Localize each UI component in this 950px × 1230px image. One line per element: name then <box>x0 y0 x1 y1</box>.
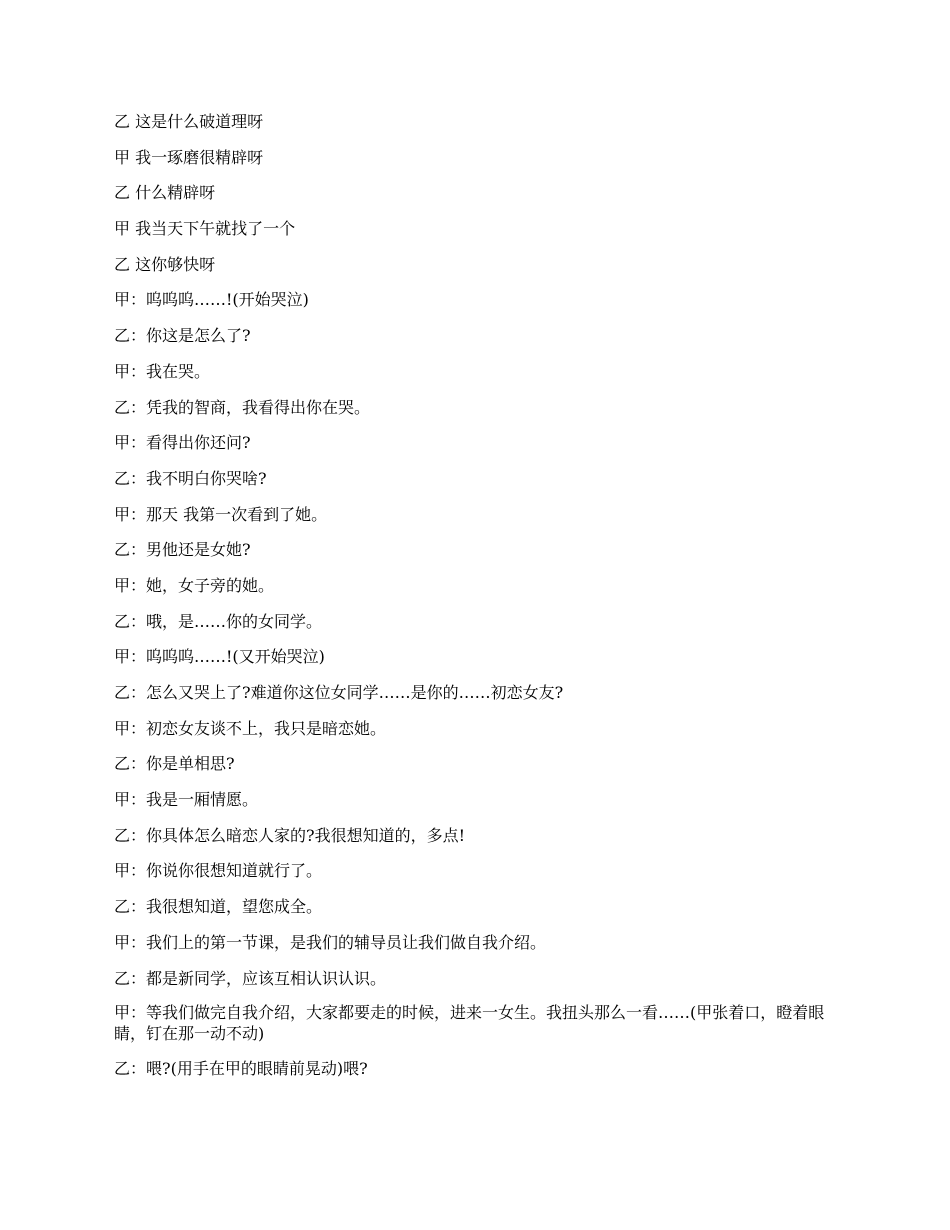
dialogue-line: 甲：初恋女友谈不上，我只是暗恋她。 <box>114 718 387 738</box>
dialogue-line: 甲：看得出你还问? <box>114 433 251 453</box>
dialogue-line: 乙：怎么又哭上了?难道你这位女同学……是你的……初恋女友? <box>114 683 564 702</box>
dialogue-text <box>114 110 840 1093</box>
dialogue-line: 乙：你是单相思? <box>114 754 235 774</box>
dialogue-line: 乙 这是什么破道理呀 <box>114 112 264 131</box>
dialogue-line: 甲：那天 我第一次看到了她。 <box>114 504 328 524</box>
dialogue-line: 乙：我很想知道，望您成全。 <box>114 897 323 917</box>
dialogue-line: 甲：你说你很想知道就行了。 <box>114 861 323 881</box>
dialogue-line: 乙：都是新同学，应该互相认识认识。 <box>114 968 387 988</box>
dialogue-line: 乙：男他还是女她? <box>114 540 251 560</box>
dialogue-line: 甲 我当天下午就找了一个 <box>114 219 296 239</box>
dialogue-line: 乙 什么精辟呀 <box>114 183 216 203</box>
dialogue-line: 甲：呜呜呜……!(开始哭泣) <box>114 290 309 310</box>
dialogue-line: 乙：哦，是……你的女同学。 <box>114 611 323 631</box>
dialogue-line: 乙：我不明白你哭啥? <box>114 468 267 488</box>
dialogue-line: 甲 我一琢磨很精辟呀 <box>114 147 264 167</box>
dialogue-line: 甲：她，女子旁的她。 <box>114 575 275 595</box>
dialogue-line: 乙：凭我的智商，我看得出你在哭。 <box>114 397 371 417</box>
dialogue-line: 甲：我是一厢情愿。 <box>114 790 259 810</box>
dialogue-line: 乙：你这是怎么了? <box>114 326 251 346</box>
dialogue-line: 甲：等我们做完自我介绍，大家都要走的时候，进来一女生。我扭头那么一看……(甲张着口，瞪着眼睛，钉在那一动不动) <box>114 1003 825 1044</box>
dialogue-line: 甲：我在哭。 <box>114 361 211 381</box>
dialogue-line: 乙 这你够快呀 <box>114 254 216 274</box>
dialogue-line: 乙：喂?(用手在甲的眼睛前晃动)喂? <box>114 1059 368 1079</box>
dialogue-line: 甲：呜呜呜……!(又开始哭泣) <box>114 647 325 667</box>
dialogue-line: 乙：你具体怎么暗恋人家的?我很想知道的，多点! <box>114 825 466 845</box>
dialogue-line: 甲：我们上的第一节课，是我们的辅导员让我们做自我介绍。 <box>114 932 547 952</box>
